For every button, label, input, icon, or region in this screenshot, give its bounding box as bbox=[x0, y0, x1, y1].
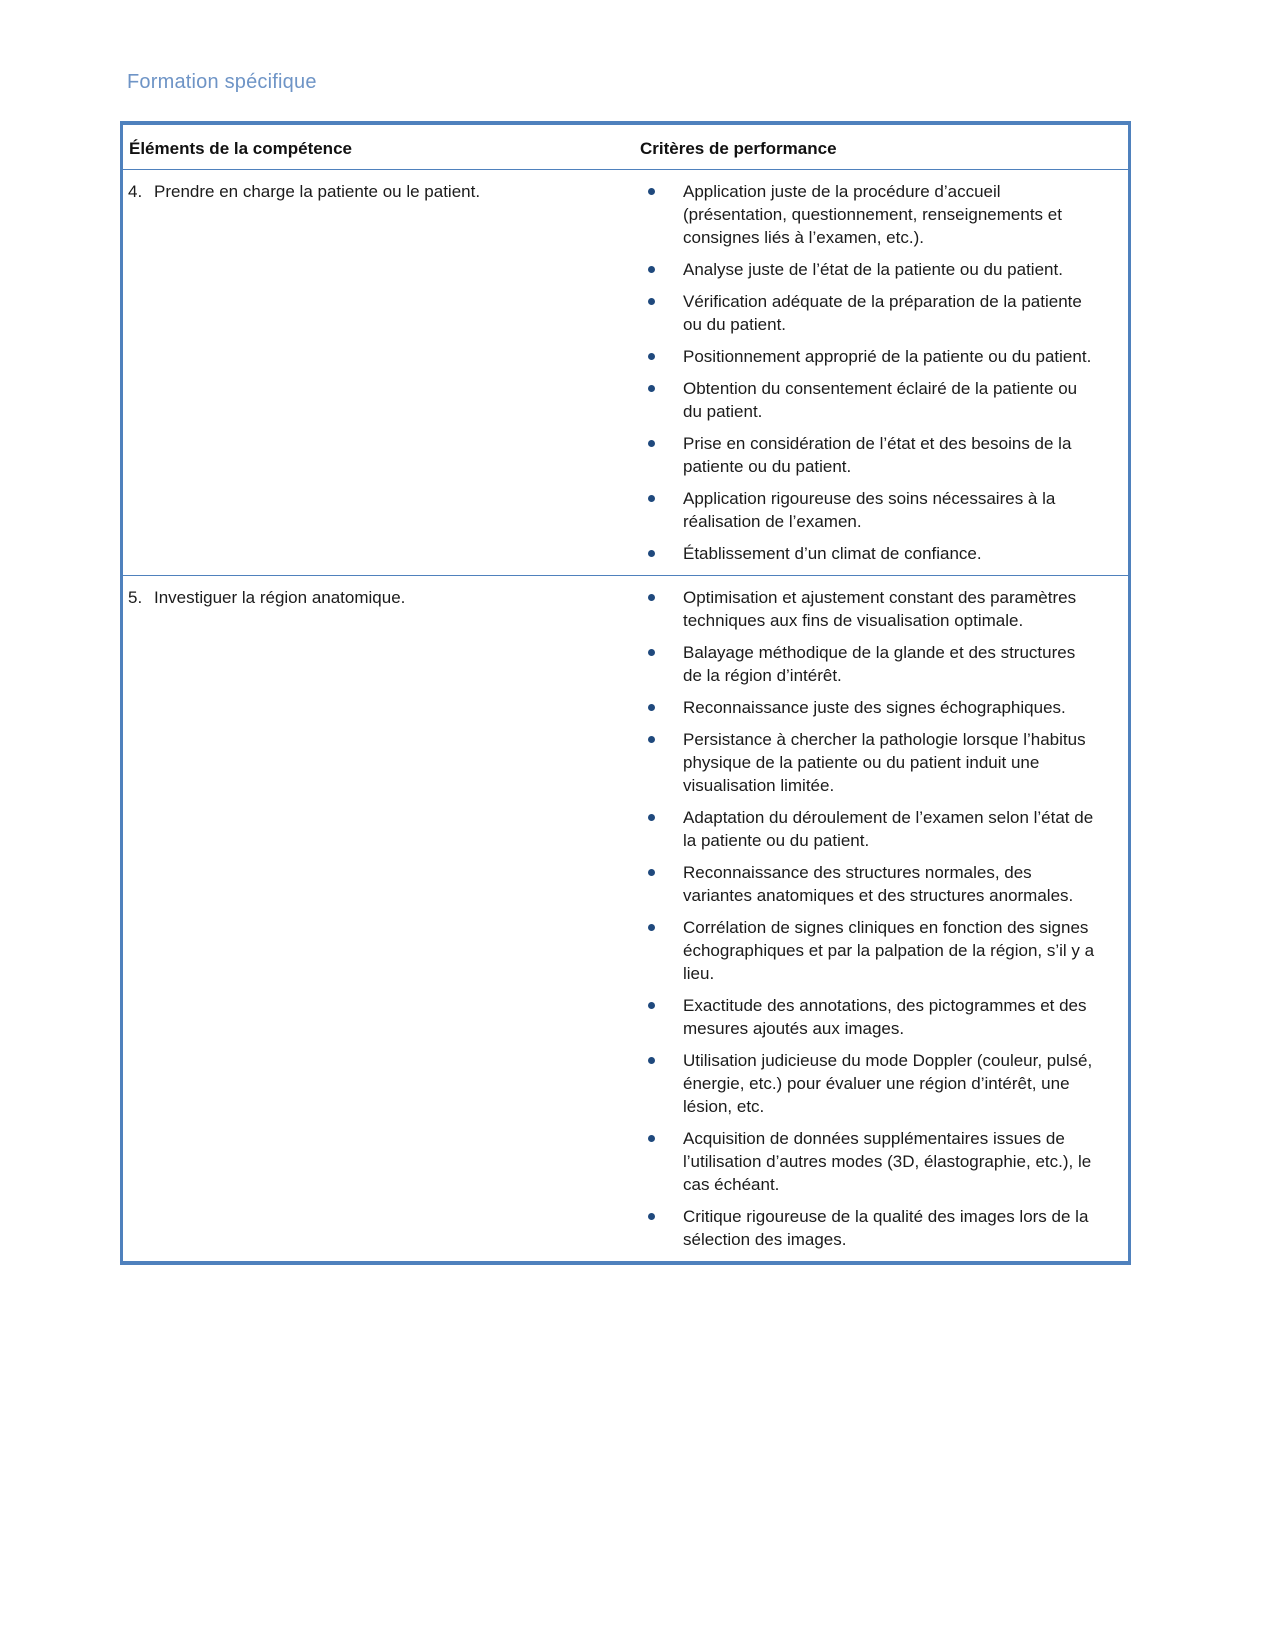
competence-table bbox=[120, 121, 1131, 1265]
bullet-icon bbox=[648, 353, 655, 360]
criteria-cell bbox=[633, 170, 1128, 575]
criteria-list bbox=[633, 180, 1122, 565]
criteria-list bbox=[633, 586, 1122, 1251]
bullet-icon bbox=[648, 298, 655, 305]
criterion-text: Acquisition de données supplémentaires issues de l’utilisation d’autres modes (3D, élastographie, etc.), le cas échéant. bbox=[683, 1129, 1092, 1194]
bullet-icon bbox=[648, 385, 655, 392]
criterion-text: Vérification adéquate de la préparation de la patiente ou du patient. bbox=[683, 292, 1082, 334]
criterion-text: Analyse juste de l’état de la patiente ou du patient. bbox=[683, 260, 1063, 279]
criterion-text: Reconnaissance juste des signes échographiques. bbox=[683, 698, 1066, 717]
criterion-text: Établissement d’un climat de confiance. bbox=[683, 544, 982, 563]
bullet-icon bbox=[648, 266, 655, 273]
criterion-text: Balayage méthodique de la glande et des structures de la région d’intérêt. bbox=[683, 643, 1076, 685]
criterion-text: Adaptation du déroulement de l’examen selon l’état de la patiente ou du patient. bbox=[683, 808, 1094, 850]
criterion-item bbox=[633, 345, 1122, 368]
criterion-text: Optimisation et ajustement constant des paramètres techniques aux fins de visualisation optimale. bbox=[683, 588, 1077, 630]
bullet-icon bbox=[648, 550, 655, 557]
criterion-item bbox=[633, 1205, 1122, 1251]
bullet-icon bbox=[648, 1213, 655, 1220]
column-header-elements: Éléments de la compétence bbox=[129, 139, 352, 158]
criterion-text: Application rigoureuse des soins nécessaires à la réalisation de l’examen. bbox=[683, 489, 1056, 531]
criterion-item bbox=[633, 1049, 1122, 1118]
bullet-icon bbox=[648, 594, 655, 601]
element-cell bbox=[123, 576, 633, 1261]
criterion-item bbox=[633, 994, 1122, 1040]
criterion-text: Prise en considération de l’état et des besoins de la patiente ou du patient. bbox=[683, 434, 1072, 476]
criterion-item bbox=[633, 377, 1122, 423]
criterion-text: Exactitude des annotations, des pictogrammes et des mesures ajoutés aux images. bbox=[683, 996, 1087, 1038]
criterion-item bbox=[633, 290, 1122, 336]
criterion-text: Utilisation judicieuse du mode Doppler (couleur, pulsé, énergie, etc.) pour évaluer une région d’intérêt, une lésion, etc. bbox=[683, 1051, 1093, 1116]
criterion-text: Reconnaissance des structures normales, des variantes anatomiques et des structures anormales. bbox=[683, 863, 1074, 905]
criterion-item bbox=[633, 728, 1122, 797]
criterion-item bbox=[633, 641, 1122, 687]
criterion-item bbox=[633, 916, 1122, 985]
bullet-icon bbox=[648, 814, 655, 821]
column-header-criteria: Critères de performance bbox=[640, 139, 837, 158]
bullet-icon bbox=[648, 649, 655, 656]
criterion-item bbox=[633, 432, 1122, 478]
criterion-item bbox=[633, 696, 1122, 719]
table-header-row bbox=[123, 125, 1128, 170]
table-row bbox=[123, 575, 1128, 1261]
criterion-item bbox=[633, 542, 1122, 565]
table-row bbox=[123, 170, 1128, 575]
criterion-item bbox=[633, 1127, 1122, 1196]
table-body bbox=[123, 170, 1128, 1261]
criterion-text: Persistance à chercher la pathologie lorsque l’habitus physique de la patiente ou du patient induit une visualisation limitée. bbox=[683, 730, 1086, 795]
element-number: 5. bbox=[128, 588, 143, 607]
criterion-text: Obtention du consentement éclairé de la patiente ou du patient. bbox=[683, 379, 1078, 421]
criteria-cell bbox=[633, 576, 1128, 1261]
element-label: Prendre en charge la patiente ou le patient. bbox=[154, 182, 481, 201]
criterion-item bbox=[633, 180, 1122, 249]
criterion-item bbox=[633, 861, 1122, 907]
bullet-icon bbox=[648, 1057, 655, 1064]
element-label: Investiguer la région anatomique. bbox=[154, 588, 406, 607]
criterion-item bbox=[633, 487, 1122, 533]
bullet-icon bbox=[648, 440, 655, 447]
section-title: Formation spécifique bbox=[127, 71, 317, 93]
bullet-icon bbox=[648, 924, 655, 931]
criterion-text: Positionnement approprié de la patiente ou du patient. bbox=[683, 347, 1092, 366]
bullet-icon bbox=[648, 869, 655, 876]
criterion-text: Critique rigoureuse de la qualité des images lors de la sélection des images. bbox=[683, 1207, 1089, 1249]
bullet-icon bbox=[648, 495, 655, 502]
element-cell bbox=[123, 170, 633, 575]
bullet-icon bbox=[648, 736, 655, 743]
criterion-item bbox=[633, 586, 1122, 632]
element-number: 4. bbox=[128, 182, 143, 201]
bullet-icon bbox=[648, 704, 655, 711]
bullet-icon bbox=[648, 188, 655, 195]
bullet-icon bbox=[648, 1135, 655, 1142]
criterion-item bbox=[633, 258, 1122, 281]
criterion-text: Corrélation de signes cliniques en fonction des signes échographiques et par la palpation de la région, s’il y a lieu. bbox=[683, 918, 1095, 983]
bullet-icon bbox=[648, 1002, 655, 1009]
criterion-item bbox=[633, 806, 1122, 852]
criterion-text: Application juste de la procédure d’accueil (présentation, questionnement, renseignements et consignes liés à l’examen, etc.). bbox=[683, 182, 1062, 247]
